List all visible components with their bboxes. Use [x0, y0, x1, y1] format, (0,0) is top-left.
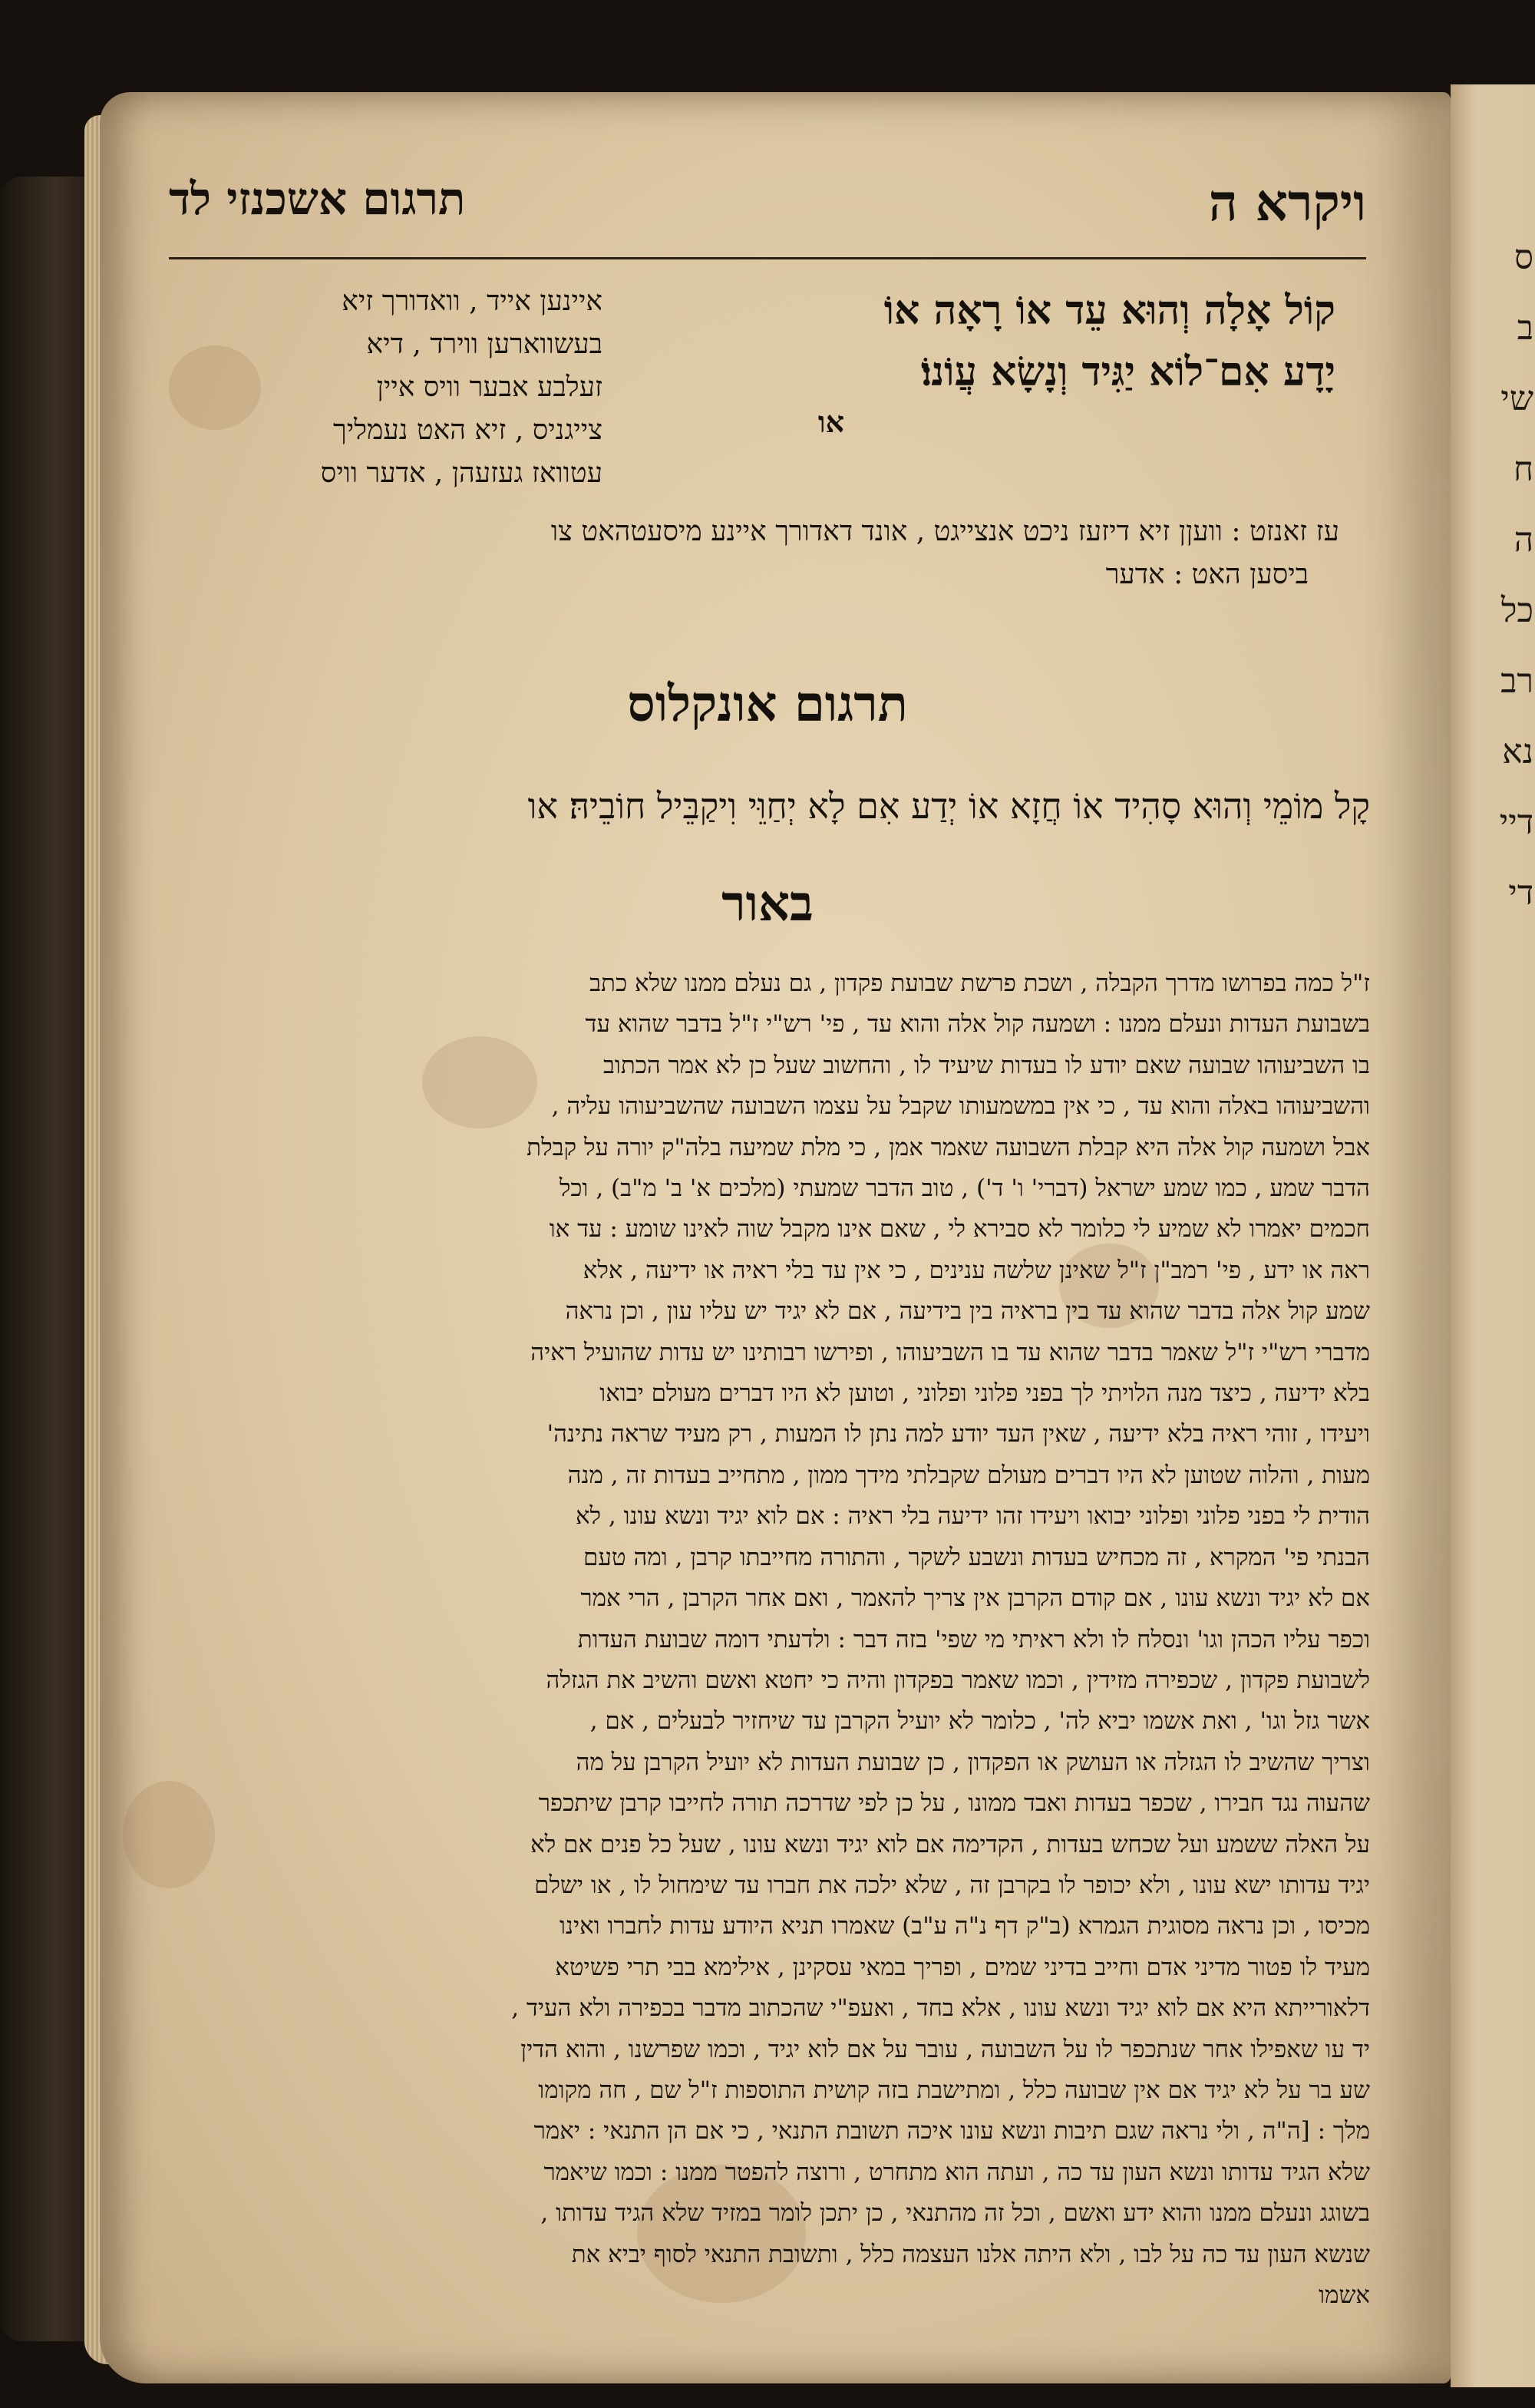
biur-line: דלאורייתא היא אם לוא יגיד ונשא עונו , אלא בחד , ואעפ"י שהכתוב מדבר בכפירה ולא העיד , — [511, 1994, 1370, 2023]
running-header — [169, 173, 1366, 257]
facing-page-text — [1464, 223, 1533, 929]
facing-page-fragment: ח — [1513, 450, 1533, 489]
biur-line: אשמו — [1319, 2281, 1370, 2309]
biur-line: ויעידו , זוהי ראיה בלא ידיעה , שאין העד יודע למה נתן לו המעות , רק מעיד שראה נתינה' — [546, 1420, 1370, 1448]
biur-line: וכפר עליו הכהן וגו' ונסלח לו ולא ראיתי מי שפי' בזה דבר : ולדעתי דומה שבועת העדות — [577, 1625, 1370, 1653]
biur-line: הודית לי בפני פלוני ופלוני יבואו ויעידו זהו ידיעה בלי ראיה : אם לוא יגיד ונשא עונו , לא — [575, 1502, 1370, 1531]
book-cover-edge — [0, 177, 92, 2341]
biur-line: שע בר על לא יגיד אם אין שבועה כלל , ומתישבת בזה קושית התוספות ז"ל שם , חה מקומו — [538, 2076, 1370, 2104]
biur-line: והשביעוהו באלה והוא עד , כי אין במשמעותו שקבל על עצמו השבועה שהשביעוהו עליה , — [551, 1092, 1370, 1121]
facing-page-fragment: ב — [1517, 309, 1533, 348]
hebrew-verse — [675, 280, 1335, 441]
biur-line: לשבועת פקדון , שכפירה מזידין , וכמו שאמר בפקדון והיה כי יחטא ואשם והשיב את הגזלה — [546, 1666, 1370, 1694]
biur-line: מדברי רש"י ז"ל שאמר בדבר שהוא עד בו השביעוהו , ופירשו רבותינו יש עדות שהועיל ראיה — [530, 1338, 1370, 1366]
biur-line: בלא ידיעה , כיצד מנה הלויתי לך בפני פלוני ופלוני , וטוען לא היו דברים מעולם יבואו — [599, 1379, 1370, 1408]
biur-line: ז"ל כמה בפרושו מדרך הקבלה , ושכת פרשת שבועת פקדון , גם נעלם ממנו שלא כתב — [589, 969, 1370, 997]
biur-line: מכיסו , וכן נראה מסוגית הגמרא (ב"ק דף נ"ה ע"ב) שאמרו תניא היודע עדות לחברו ואינו — [559, 1912, 1370, 1941]
biur-line: חכמים יאמרו לא שמיע לי כלומר לא סבירא לי , שאם אינו מקבל שוה לאינו שומע : עד או — [549, 1215, 1370, 1244]
biur-title: באור — [721, 875, 814, 933]
yiddish-line: ביסען האט : אדער — [1105, 559, 1309, 590]
yiddish-line: בעשווארען ווירד , דיא — [366, 329, 602, 360]
biur-line: אם לא יגיד ונשא עונו , אם קודם הקרבן אין צריך להאמר , ואם אחר הקרבן , הרי אמר — [580, 1584, 1370, 1613]
biur-line: יגיד עדותו ישא עונו , ולא יכופר לו בקרבן זה , שלא ילכה את חברו עד שימחול לו , או ישלם — [534, 1871, 1370, 1899]
yiddish-line: זעלבע אבער וויס איין — [376, 372, 602, 403]
book-page — [100, 92, 1451, 2383]
biur-line: בו השביעוהו שבועה שאם יודע לו בעדות שיעיד לו , והחשוב שעל כן לא אמר הכתוב — [602, 1051, 1370, 1079]
biur-line: בשבועת העדות ונעלם ממנו : ושמעה קול אלה והוא עד , פי' רש"י ז"ל בדבר שהוא עד — [585, 1010, 1370, 1039]
biur-line: שנשא העון עד כה על לבו , ולא היתה אלנו העצמה כלל , ותשובת התנאי לסוף יביא את — [571, 2240, 1370, 2268]
facing-page-fragment: כל — [1500, 591, 1533, 630]
header-book-chapter: ויקרא ה — [1208, 173, 1366, 233]
facing-page-fragment: רב — [1500, 662, 1533, 701]
biur-line: בשוגג ונעלם ממנו והוא ידע ואשם , וכל זה מהתנאי , כן יתכן לומר במזיד שלא הגיד עדותו , — [540, 2199, 1370, 2228]
facing-page-fragment: שי — [1500, 379, 1533, 418]
yiddish-line: צייגניס , זיא האט נעמליך — [333, 415, 602, 446]
yiddish-line: עטוואז געזעהן , אדער וויס — [320, 457, 602, 489]
biur-line: ראה או ידע , פי' רמב"ן ז"ל שאינן שלשה ענינים , כי אין עד בלי ראיה או ידיעה , אלא — [583, 1256, 1370, 1284]
yiddish-line: עז זאנזט : וועןן זיא דיזעז ניכט אנצייגט , אונד דאדורך איינע מיסעטהאט צו — [550, 516, 1339, 547]
onkelos-verse: קָל מוֹמֵי וְהוּא סָהִיד אוֹ חֲזָא אוֹ יְדַע אִם לָא יְחַוֵּי וִיקַבֵּיל חוֹבֵיהּ׃ או — [527, 785, 1370, 827]
yiddish-translation — [173, 280, 602, 495]
biur-line: יד עו שאפילו אחר שנתכפר לו על השבועה , עובר על אם לוא יגיד , וכמו שפרשנו , והוא הדין — [520, 2035, 1370, 2063]
biur-line: שהעוה נגד חבירו , שכפר בעדות ואבד ממונו , על כן לפי שדרכה תורה לחייבו קרבן שיתכפר — [538, 1789, 1370, 1818]
biur-line: על האלה ששמע ועל שכחש בעדות , הקדימה אם לוא יגיד ונשא עונו , שעל כל פנים אם לא — [530, 1830, 1370, 1858]
biur-line: הדבר שמע , כמו שמע ישראל (דברי' ו' ד') , טוב הדבר שמעתי (מלכים א' ב' מ"ב) , וכל — [559, 1174, 1370, 1203]
hebrew-verse-line: קוֹל אָלָה וְהוּא עֵד אוֹ רָאָה אוֹ — [883, 287, 1335, 334]
biur-line: מעיד לו פטור מדיני אדם וחייב בדיני שמים , ופריך במאי עסקינן , אילימא בבי תרי פשיטא — [555, 1953, 1370, 1981]
biur-line: אבל ושמעה קול אלה היא קבלת השבועה שאמר אמן , כי מלת שמיעה בלה"ק יורה על קבלת — [527, 1133, 1370, 1161]
biur-line: מלך : [ה"ה , ולי נראה שגם תיבות ונשא עונו איכה תשובת התנאי , כי אם הן התנאי : יאמר — [533, 2117, 1370, 2145]
biur-line: וצריך שהשיב לו הגזלה או העושק או הפקדון , כן שבועת העדות לא יועיל הקרבן על מה — [576, 1748, 1370, 1776]
biur-line: מעות , והלוה שטוען לא היו דברים מעולם שקבלתי מידך ממון , מתחייב בעדות זה , מנה — [567, 1461, 1370, 1489]
facing-page-fragment: ה — [1514, 520, 1533, 560]
header-translation-page: תרגום אשכנזי לד — [169, 173, 466, 225]
biur-line: שמע קול אלה בדבר שהוא עד בין בראיה בין בידיעה , אם לא יגיד יש עליו עון , וכן נראה — [565, 1297, 1370, 1326]
hebrew-verse-line: יָדָע אִם־לוֹא יַגִּיד וְנָשָׂא עֲוֹנוֹ׃ — [920, 348, 1335, 395]
header-rule — [169, 257, 1366, 259]
facing-page-fragment: דיי — [1499, 803, 1533, 842]
facing-page-fragment: ס — [1514, 238, 1533, 277]
biur-line: הבנתי פי' המקרא , זה מכחיש בעדות ונשבע לשקר , והתורה מחייבתו קרבן , ומה טעם — [583, 1543, 1370, 1571]
biur-line: אשר גזל וגו' , ואת אשמו יביא לה' , כלומר לא יועיל הקרבן עד שיחזיר לבעלים , אם , — [589, 1707, 1370, 1736]
catchword: או — [817, 405, 844, 439]
yiddish-line: איינען אייד , וואדורך זיא — [342, 286, 602, 317]
facing-page-fragment: נא — [1502, 732, 1533, 771]
onkelos-title: תרגום אונקלוס — [627, 675, 908, 733]
facing-page-fragment: די — [1508, 874, 1533, 913]
biur-line: שלא הגיד עדותו ונשא העון עד כה , ועתה הוא מתחרט , ורוצה להפטר ממנו : וכמו שיאמר — [543, 2158, 1370, 2186]
biur-commentary — [173, 963, 1370, 2316]
facing-page — [1451, 84, 1535, 2387]
yiddish-translation-continued — [173, 510, 1339, 596]
